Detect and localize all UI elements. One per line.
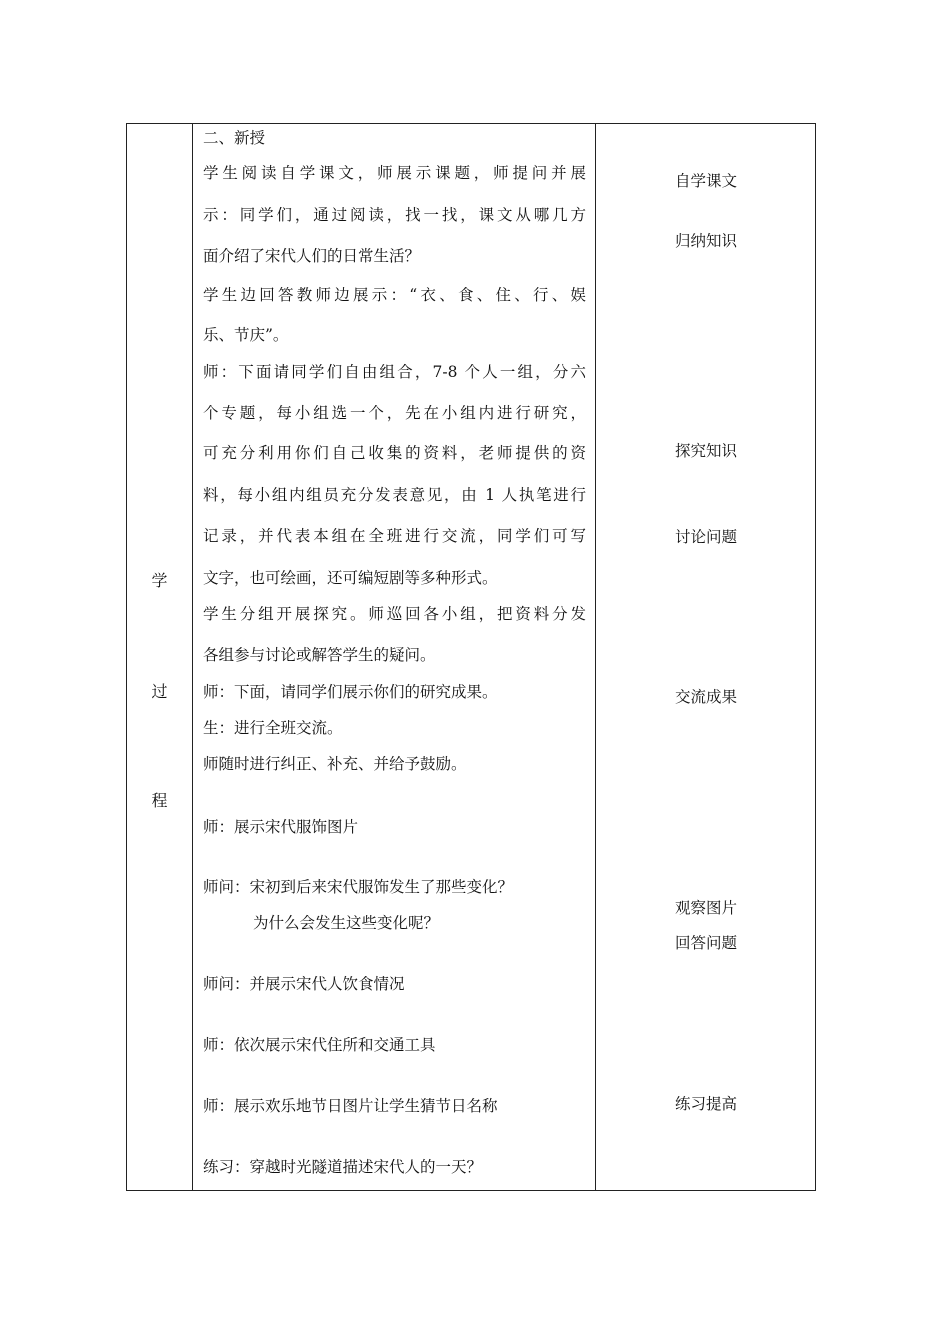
section-heading: 二、新授 xyxy=(203,129,266,147)
content-line: 学生边回答教师边展示：“衣、食、住、行、娱 xyxy=(203,286,586,304)
content-line: 个专题，每小组选一个，先在小组内进行研究， xyxy=(203,404,586,422)
content-line: 练习：穿越时光隧道描述宋代人的一天？ xyxy=(203,1158,483,1176)
content-line: 生：进行全班交流。 xyxy=(203,719,343,737)
side-label-char: 程 xyxy=(151,791,168,810)
content-line: 各组参与讨论或解答学生的疑问。 xyxy=(203,646,436,664)
note-item: 探究知识 xyxy=(674,442,737,460)
content-line: 师：依次展示宋代住所和交通工具 xyxy=(203,1036,436,1054)
note-item: 观察图片 xyxy=(674,899,737,917)
note-item: 归纳知识 xyxy=(674,232,737,250)
content-line: 学生分组开展探究。师巡回各小组，把资料分发 xyxy=(203,605,586,623)
content-line: 师：展示宋代服饰图片 xyxy=(203,818,359,836)
content-line: 面介绍了宋代人们的日常生活？ xyxy=(203,247,421,265)
content-line: 师：下面，请同学们展示你们的研究成果。 xyxy=(203,683,498,701)
side-label-char: 学 xyxy=(151,571,168,590)
note-item: 交流成果 xyxy=(674,688,737,706)
note-item: 讨论问题 xyxy=(674,528,737,546)
content-line: 师问：宋初到后来宋代服饰发生了那些变化？ xyxy=(203,878,514,896)
side-label-char: 过 xyxy=(151,682,168,701)
column-divider-left xyxy=(192,124,193,1190)
content-line: 料，每小组内组员充分发表意见，由 1 人执笔进行 xyxy=(203,486,586,504)
content-line: 乐、节庆”。 xyxy=(203,326,289,344)
content-line: 记录，并代表本组在全班进行交流，同学们可写 xyxy=(203,527,586,545)
content-line: 可充分利用你们自己收集的资料，老师提供的资 xyxy=(203,444,586,462)
content-line: 文字，也可绘画，还可编短剧等多种形式。 xyxy=(203,569,498,587)
column-divider-right xyxy=(595,124,596,1190)
lesson-table xyxy=(126,123,816,1191)
content-line: 师问：并展示宋代人饮食情况 xyxy=(203,975,405,993)
note-item: 练习提高 xyxy=(674,1095,737,1113)
content-line: 示：同学们，通过阅读，找一找，课文从哪几方 xyxy=(203,206,586,224)
content-line: 师随时进行纠正、补充、并给予鼓励。 xyxy=(203,755,467,773)
note-item: 回答问题 xyxy=(674,934,737,952)
content-line: 学生阅读自学课文，师展示课题，师提问并展 xyxy=(203,164,586,182)
content-line: 师：下面请同学们自由组合，7-8 个人一组，分六 xyxy=(203,363,586,381)
note-item: 自学课文 xyxy=(674,172,737,190)
content-line: 为什么会发生这些变化呢？ xyxy=(253,914,440,932)
content-line: 师：展示欢乐地节日图片让学生猜节日名称 xyxy=(203,1097,498,1115)
